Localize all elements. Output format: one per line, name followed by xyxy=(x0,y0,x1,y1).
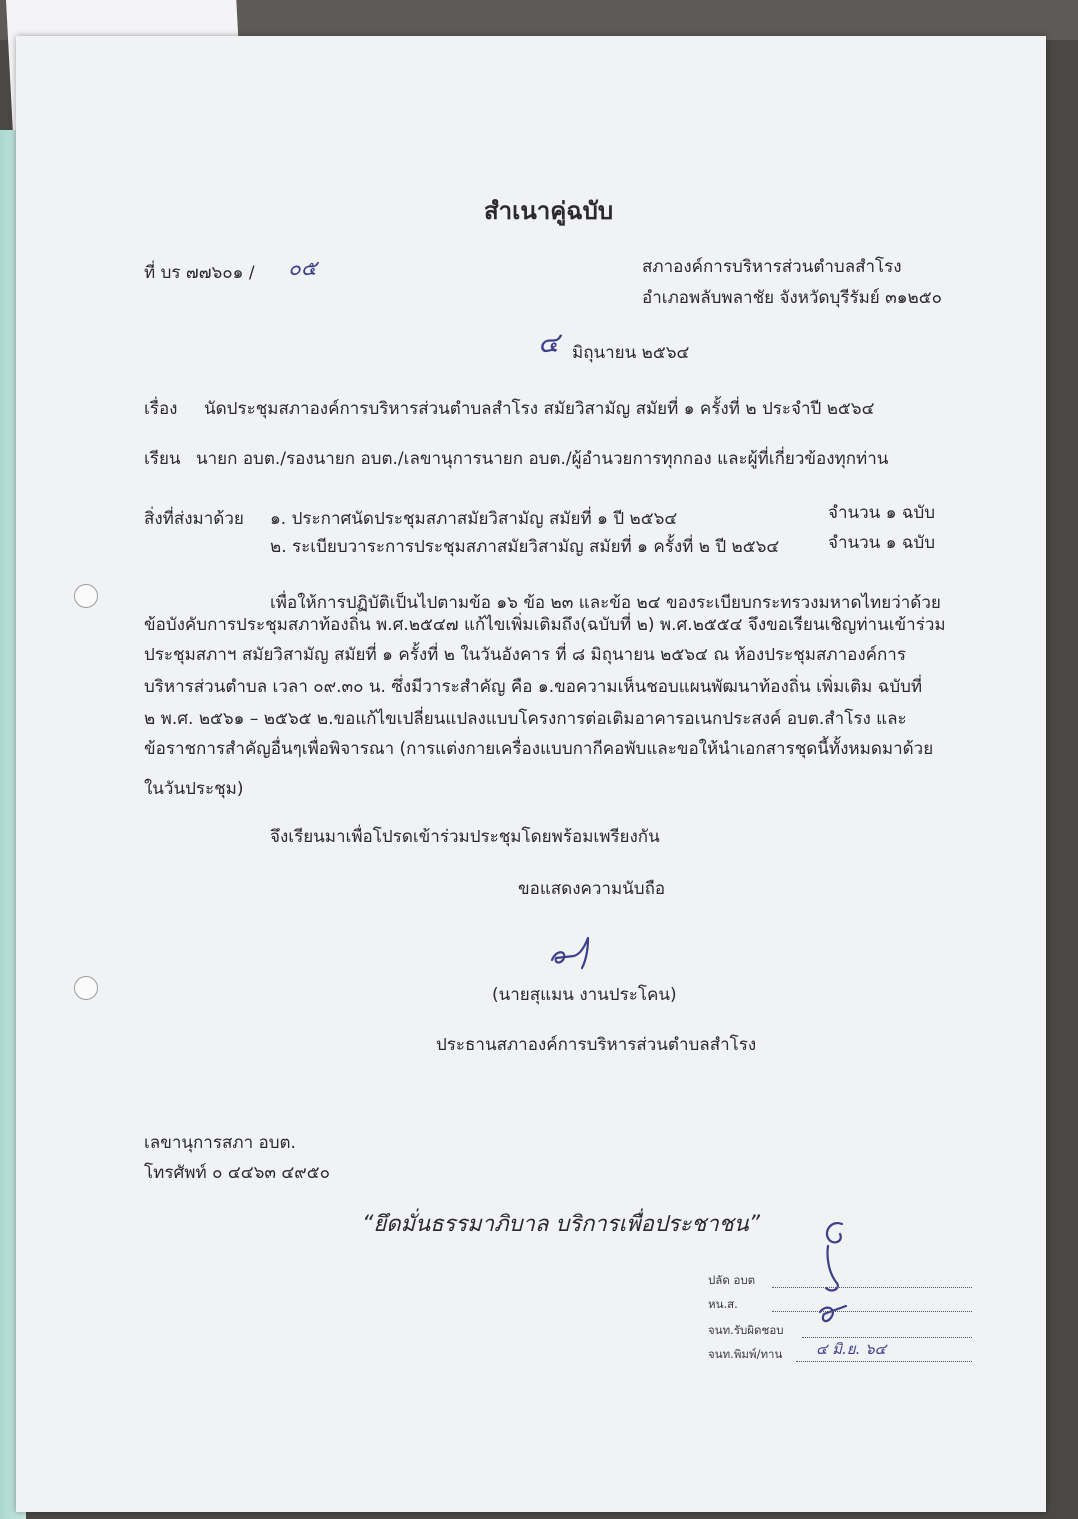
punch-hole xyxy=(74,584,98,608)
initials-image xyxy=(806,1216,866,1346)
body-line: ข้อบังคับการประชุมสภาท้องถิ่น พ.ศ.๒๕๔๗ แก้ไขเพิ่มเติมถึง(ฉบับที่ ๒) พ.ศ.๒๕๕๔ จึงขอเรียนเชิญท่านเข้าร่วม xyxy=(144,615,946,635)
organization-address: อำเภอพลับพลาชัย จังหวัดบุรีรัมย์ ๓๑๒๕๐ xyxy=(642,288,943,308)
routing-line xyxy=(796,1360,972,1362)
enclosure-qty: จำนวน ๑ ฉบับ xyxy=(828,533,936,553)
recipient-label: เรียน xyxy=(144,449,181,469)
signer-name: (นายสุแมน งานประโคน) xyxy=(492,985,677,1005)
date-day-handwritten: ๔ xyxy=(538,326,560,359)
subject-label: เรื่อง xyxy=(144,399,178,419)
document-date: มิถุนายน ๒๕๖๔ xyxy=(572,343,690,363)
enclosure-qty: จำนวน ๑ ฉบับ xyxy=(828,503,936,523)
enclosure-item: ๒. ระเบียบวาระการประชุมสภาสมัยวิสามัญ สมัยที่ ๑ ครั้งที่ ๒ ปี ๒๕๖๔ xyxy=(270,537,780,557)
organization-name: สภาองค์การบริหารส่วนตำบลสำโรง xyxy=(642,257,902,277)
document-title: สำเนาคู่ฉบับ xyxy=(484,197,614,225)
body-line: ๒ พ.ศ. ๒๕๖๑ – ๒๕๖๕ ๒.ขอแก้ไขเปลี่ยนแปลงแบบโครงการต่อเติมอาคารอเนกประสงค์ อบต.สำโรง และ xyxy=(144,709,907,729)
regards: ขอแสดงความนับถือ xyxy=(518,879,666,899)
body-line: ในวันประชุม) xyxy=(144,779,244,799)
routing-handwritten-date: ๔ มิ.ย. ๖๔ xyxy=(816,1340,886,1358)
reference-number: ที่ บร ๗๗๖๐๑ / xyxy=(144,263,255,283)
signer-position: ประธานสภาองค์การบริหารส่วนตำบลสำโรง xyxy=(436,1035,757,1055)
punch-hole xyxy=(74,976,98,1000)
reference-handwritten: ๐๕ xyxy=(288,256,317,280)
enclosures-label: สิ่งที่ส่งมาด้วย xyxy=(144,509,244,529)
enclosure-item: ๑. ประกาศนัดประชุมสภาสมัยวิสามัญ สมัยที่ ๑ ปี ๒๕๖๔ xyxy=(270,509,678,529)
routing-line xyxy=(772,1310,972,1312)
document-page xyxy=(16,36,1046,1512)
body-line: บริหารส่วนตำบล เวลา ๐๙.๓๐ น. ซึ่งมีวาระสำคัญ คือ ๑.ขอความเห็นชอบแผนพัฒนาท้องถิ่น เพิ่มเติม ฉบับที่ xyxy=(144,677,923,697)
body-line: ประชุมสภาฯ สมัยวิสามัญ สมัยที่ ๑ ครั้งที่ ๒ ในวันอังคาร ที่ ๘ มิถุนายน ๒๕๖๔ ณ ห้องประชุมสภาองค์การ xyxy=(144,645,906,665)
routing-label: หน.ส. xyxy=(708,1297,738,1311)
closing-request: จึงเรียนมาเพื่อโปรดเข้าร่วมประชุมโดยพร้อมเพรียงกัน xyxy=(270,827,660,847)
body-line: ข้อราชการสำคัญอื่นๆเพื่อพิจารณา (การแต่งกายเครื่องแบบกากีคอพับและขอให้นำเอกสารชุดนี้ทั้งหมดมาด้วย xyxy=(144,739,934,759)
motto: “ยึดมั่นธรรมาภิบาล บริการเพื่อประชาชน” xyxy=(362,1212,761,1237)
signature-image xyxy=(544,930,604,976)
contact-phone: โทรศัพท์ ๐ ๔๔๖๓ ๔๙๕๐ xyxy=(144,1163,330,1183)
routing-label: จนท.รับผิดชอบ xyxy=(708,1323,784,1337)
routing-line xyxy=(772,1286,972,1288)
body-line: เพื่อให้การปฏิบัติเป็นไปตามข้อ ๑๖ ข้อ ๒๓ และข้อ ๒๔ ของระเบียบกระทรวงมหาดไทยว่าด้วย xyxy=(270,593,941,613)
routing-label: ปลัด อบต xyxy=(708,1273,756,1287)
contact-office: เลขานุการสภา อบต. xyxy=(144,1133,296,1153)
recipient: นายก อบต./รองนายก อบต./เลขานุการนายก อบต./ผู้อำนวยการทุกกอง และผู้ที่เกี่ยวข้องทุกท่าน xyxy=(196,449,889,469)
routing-label: จนท.พิมพ์/ทาน xyxy=(708,1347,783,1361)
subject: นัดประชุมสภาองค์การบริหารส่วนตำบลสำโรง สมัยวิสามัญ สมัยที่ ๑ ครั้งที่ ๒ ประจำปี ๒๕๖๔ xyxy=(204,399,875,419)
